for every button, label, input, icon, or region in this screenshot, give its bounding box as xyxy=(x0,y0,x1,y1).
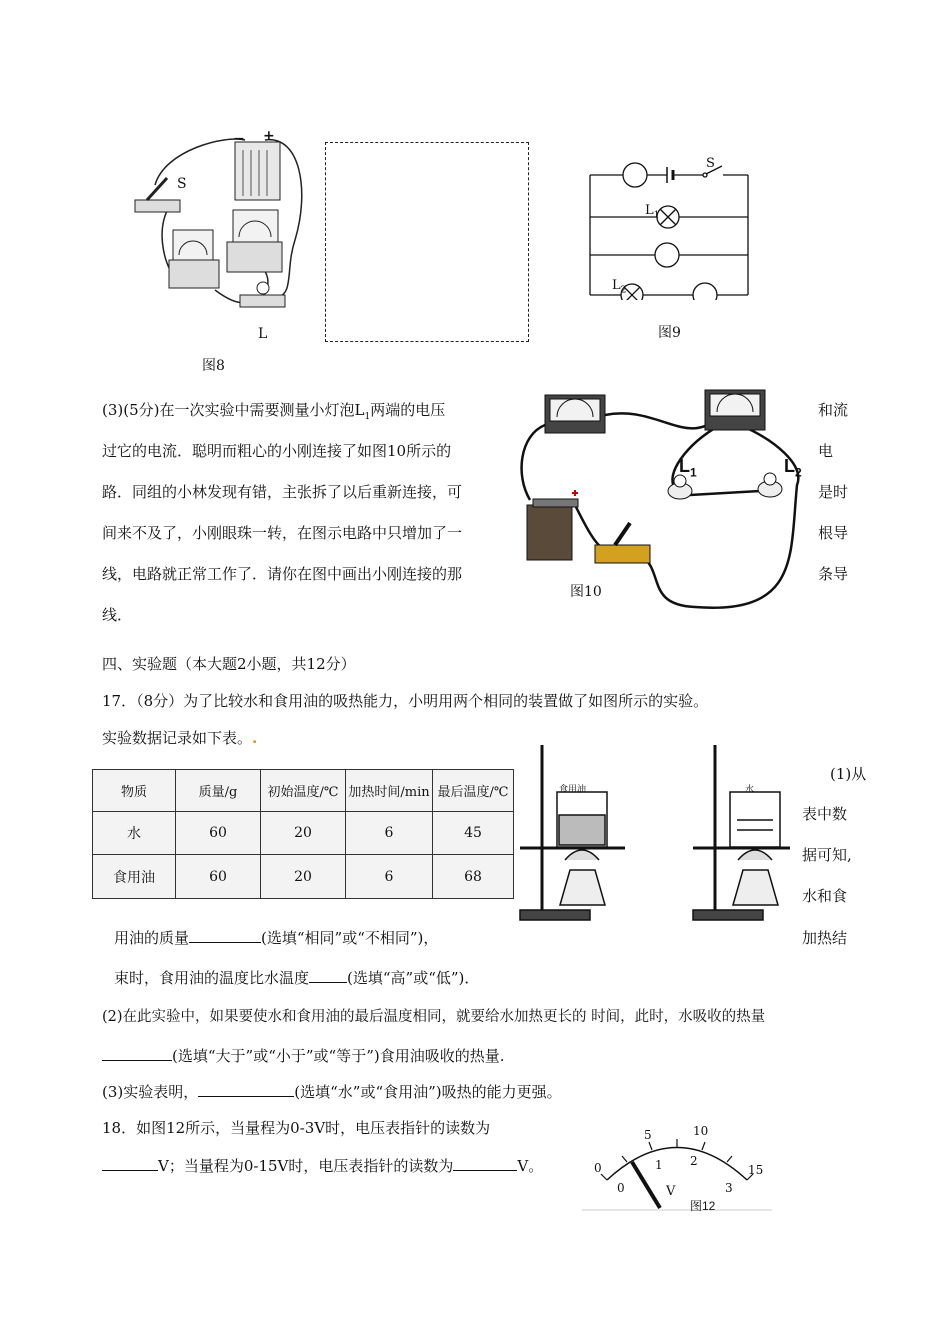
q3-line-6: 线． xyxy=(102,606,133,624)
fig10-lamp1-sub: 1 xyxy=(690,465,697,480)
q17-side-1: (1)从 xyxy=(830,765,867,783)
q18-line-2-text-a: V；当量程为0-15V时，电压表指针的读数为 xyxy=(158,1157,454,1175)
table-header-cell: 加热时间/min xyxy=(346,770,433,812)
figure-8-battery-plus: + xyxy=(263,128,275,144)
table-cell: 6 xyxy=(346,855,433,899)
lamp1-sub: 1 xyxy=(653,210,660,221)
fig12-bottom-3: 3 xyxy=(725,1181,733,1195)
fig12-top-0: 0 xyxy=(594,1161,602,1175)
figure-8-caption: 图8 xyxy=(202,358,225,374)
fig12-bottom-2: 2 xyxy=(690,1154,698,1168)
q3-line-1-tail: 两端的电压 xyxy=(370,401,446,419)
beaker-label-water: 水 xyxy=(745,785,755,795)
q17-part1-text-c: 束时，食用油的温度比水温度 xyxy=(114,969,310,987)
q17-part1-text-d: (选填“高”或“低”)． xyxy=(347,969,480,987)
fig12-top-10: 10 xyxy=(693,1124,709,1138)
table-cell: 45 xyxy=(433,811,514,855)
fig12-bottom-1: 1 xyxy=(655,1158,663,1172)
q17-part2-text: (选填“大于”或“小于”或“等于”)食用油吸收的热量. xyxy=(172,1047,505,1065)
q3-right-3: 是时 xyxy=(818,483,849,501)
figure-9-circuit-diagram xyxy=(585,155,755,300)
table-cell: 6 xyxy=(346,811,433,855)
q18-line-2 xyxy=(102,1155,543,1176)
q17-side-3: 据可知, xyxy=(802,846,852,864)
q3-right-4: 根导 xyxy=(818,524,849,542)
circuit-drawing-box[interactable] xyxy=(325,142,529,342)
table-header-row xyxy=(93,770,514,812)
q17-line-2-dot: . xyxy=(252,729,258,747)
q17-side-5: 加热结 xyxy=(802,929,848,947)
figure-10-lamp2-label xyxy=(784,456,802,480)
section-4-heading: 四、实验题（本大题2小题，共12分） xyxy=(102,655,356,673)
q3-line-3: 路．同组的小林发现有错，主张拆了以后重新连接，可 xyxy=(102,483,463,501)
heating-apparatus-illustration xyxy=(515,740,795,925)
figure-10-caption: 图10 xyxy=(570,584,602,600)
q17-side-4: 水和食 xyxy=(802,887,848,905)
table-header-cell: 最后温度/℃ xyxy=(433,770,514,812)
figure-8-battery-minus: − xyxy=(233,131,245,147)
lamp2-letter: L xyxy=(612,278,621,293)
q3-right-5: 条导 xyxy=(818,565,849,583)
fig12-top-5: 5 xyxy=(644,1128,652,1142)
answer-blank-substance[interactable] xyxy=(198,1082,294,1097)
q3-line-4: 间来不及了，小刚眼珠一转，在图示电路中只增加了一 xyxy=(102,524,463,542)
table-cell: 食用油 xyxy=(93,855,176,899)
q3-line-1-text: (3)(5分)在一次实验中需要测量小灯泡L xyxy=(102,401,365,419)
q3-line-2: 过它的电流．聪明而粗心的小刚连接了如图10所示的 xyxy=(102,442,452,460)
q17-part1-line2 xyxy=(114,967,479,988)
q17-part2-line2 xyxy=(102,1045,505,1066)
experiment-data-table xyxy=(92,769,514,899)
answer-blank-heat[interactable] xyxy=(102,1046,172,1061)
q17-part3-text-a: (3)实验表明， xyxy=(102,1083,199,1101)
table-header-cell: 初始温度/℃ xyxy=(261,770,346,812)
lamp2-sub: 2 xyxy=(620,285,627,296)
table-cell: 水 xyxy=(93,811,176,855)
table-cell: 60 xyxy=(176,855,261,899)
figure-8-lamp-label: L xyxy=(258,326,268,342)
table-cell: 20 xyxy=(261,855,346,899)
lamp1-letter: L xyxy=(645,203,654,218)
q17-line-2 xyxy=(102,727,257,748)
q3-line-5: 线，电路就正常工作了．请你在图中画出小刚连接的那 xyxy=(102,565,463,583)
q18-line-2-text-b: V。 xyxy=(517,1157,544,1175)
q3-right-1: 和流 xyxy=(818,401,849,419)
table-header-cell: 物质 xyxy=(93,770,176,812)
figure-9-caption: 图9 xyxy=(658,325,681,341)
q17-part1-text-a: 用油的质量 xyxy=(114,929,190,947)
answer-blank-reading-3v[interactable] xyxy=(102,1156,158,1171)
figure-8-circuit xyxy=(125,130,315,335)
table-cell: 20 xyxy=(261,811,346,855)
figure-10-circuit xyxy=(515,385,815,615)
fig12-top-15: 15 xyxy=(748,1163,764,1177)
fig10-lamp2-letter: L xyxy=(784,456,795,476)
q17-intro: 17．（8分）为了比较水和食用油的吸热能力，小明用两个相同的装置做了如图所示的实验。 xyxy=(102,692,709,710)
q17-part3 xyxy=(102,1081,562,1102)
q3-line-1-sub: 1 xyxy=(364,412,371,422)
figure-9-lamp2-label xyxy=(612,278,626,296)
q17-part2-line1: (2)在此实验中，如果要使水和食用油的最后温度相同，就要给水加热更长的 时间，此时，水吸收的热量 xyxy=(102,1009,766,1025)
q17-line-2-text: 实验数据记录如下表。 xyxy=(102,729,253,747)
answer-blank-reading-15v[interactable] xyxy=(453,1156,517,1171)
q17-part3-text-b: (选填“水”或“食用油”)吸热的能力更强。 xyxy=(294,1083,562,1101)
fig10-lamp2-sub: 2 xyxy=(795,465,802,480)
q17-side-2: 表中数 xyxy=(802,805,848,823)
q17-part1-line1 xyxy=(114,927,438,948)
q3-right-2: 电 xyxy=(818,442,834,460)
table-row xyxy=(93,855,514,899)
figure-12-caption: 图12 xyxy=(690,1199,716,1213)
table-cell: 60 xyxy=(176,811,261,855)
table-cell: 68 xyxy=(433,855,514,899)
answer-blank-temperature[interactable] xyxy=(309,968,347,983)
table-row xyxy=(93,811,514,855)
answer-blank-mass[interactable] xyxy=(189,928,261,943)
fig10-lamp1-letter: L xyxy=(679,456,690,476)
table-header-cell: 质量/g xyxy=(176,770,261,812)
figure-12-voltmeter-dial xyxy=(582,1120,772,1220)
fig12-bottom-0: 0 xyxy=(617,1181,625,1195)
q3-line-1 xyxy=(102,399,445,422)
figure-9-lamp1-label xyxy=(645,203,659,221)
q17-part1-text-b: (选填“相同”或“不相同”)， xyxy=(261,929,439,947)
beaker-label-oil: 食用油 xyxy=(559,785,587,795)
fig12-unit: V xyxy=(666,1184,676,1199)
q18-line-1: 18．如图12所示，当量程为0-3V时，电压表指针的读数为 xyxy=(102,1119,491,1137)
figure-8-switch-label: S xyxy=(177,176,187,192)
figure-9-switch-label: S xyxy=(706,156,715,171)
figure-10-lamp1-label xyxy=(679,456,697,480)
